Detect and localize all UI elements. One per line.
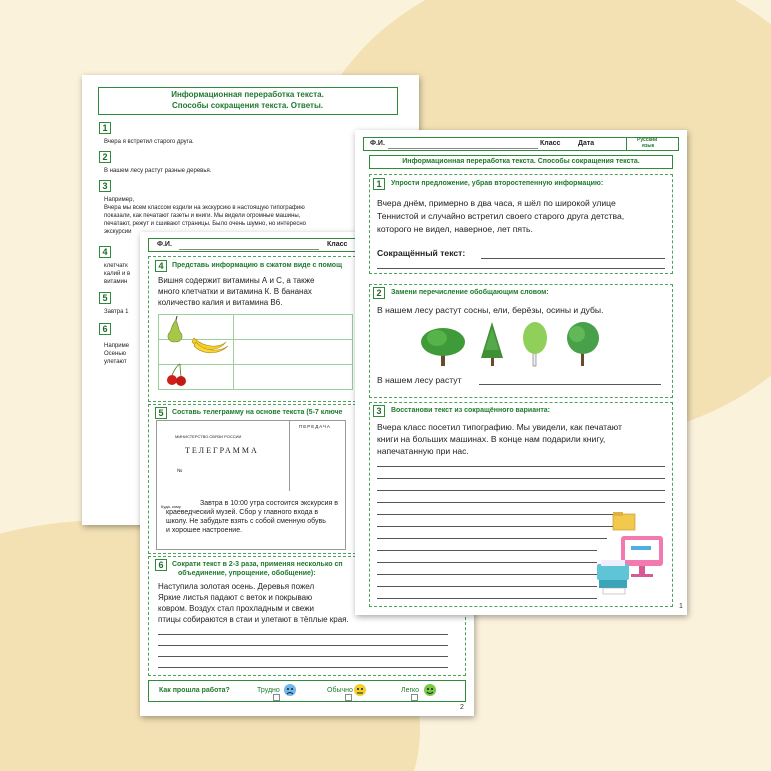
checkbox-hard[interactable]	[273, 694, 280, 701]
answer-line[interactable]	[481, 258, 665, 259]
answer-line[interactable]	[158, 645, 448, 646]
answer-line[interactable]	[377, 586, 597, 587]
task-3-title: Восстанови текст из сокращённого варианта:	[391, 407, 551, 414]
task-number: 5	[99, 292, 111, 304]
birch-tree-icon	[523, 322, 547, 366]
task-4-text: Вишня содержит витамины А и С, а также	[158, 276, 315, 285]
answers-header-line2: Способы сокращения текста. Ответы.	[171, 101, 324, 110]
answer-6-line: улетают	[104, 359, 127, 365]
pear-icon	[168, 316, 182, 342]
task-number: 6	[99, 323, 111, 335]
task-number: 5	[155, 407, 167, 419]
task-number: 2	[373, 287, 385, 299]
answer-line[interactable]	[377, 466, 665, 467]
task-4-text: количество калия и витамина В6.	[158, 298, 283, 307]
answers-header-line1: Информационная переработка текста.	[171, 90, 324, 99]
answer-line[interactable]	[377, 550, 597, 551]
task-3-text: книги на больших машинах. В конце нам подарили книгу,	[377, 434, 606, 444]
task-3-text: напечатанную при нас.	[377, 446, 469, 456]
name-class-date-bar	[363, 137, 679, 151]
neutral-face-icon	[353, 683, 367, 697]
table-cell[interactable]	[233, 364, 353, 390]
task-6-title: Сократи текст в 2-3 раза, применяя несколько сп	[172, 561, 343, 568]
telegram-address-label: Куда, кому	[161, 504, 181, 509]
task-number: 6	[155, 559, 167, 571]
answer-2: В нашем лесу растут разные деревья.	[104, 168, 212, 174]
task-number: 2	[99, 151, 111, 163]
answer-line[interactable]	[158, 634, 448, 635]
answer-3-line: экскурсии	[104, 229, 132, 235]
task-4-title: Представь информацию в сжатом виде с помощ	[172, 262, 342, 269]
answer-line[interactable]	[377, 538, 607, 539]
answer-line[interactable]	[377, 574, 597, 575]
answer-line[interactable]	[377, 268, 665, 269]
task-number: 1	[373, 178, 385, 190]
page-header	[369, 155, 673, 169]
class-label: Класс	[540, 140, 561, 147]
telegram-transfer: ПЕРЕДАЧА	[299, 424, 331, 429]
task-3-text: Вчера класс посетил типографию. Мы увидели, как печатают	[377, 422, 622, 432]
feedback-bar	[148, 680, 466, 702]
task-2-text: В нашем лесу растут сосны, ели, берёзы, осины и дубы.	[377, 305, 604, 315]
task-1-text: Вчера днём, примерно в два часа, я шёл по широкой улице	[377, 198, 616, 208]
subject-label: Русский	[637, 137, 658, 143]
feedback-easy: Легко	[401, 687, 420, 694]
name-field-line[interactable]	[388, 148, 538, 149]
task-5-title: Составь телеграмму на основе текста (5-7 ключе	[172, 409, 343, 416]
task-number: 4	[155, 260, 167, 272]
checkbox-easy[interactable]	[411, 694, 418, 701]
task-1-text: которого не видел, наверное, лет пять.	[377, 224, 533, 234]
task-number: 4	[99, 246, 111, 258]
task-number: 3	[99, 180, 111, 192]
task-6-text: птицы собираются в стаи и улетают в тёплые края.	[158, 615, 349, 624]
subject-cell	[626, 137, 678, 151]
task-6-text: Яркие листья падают с веток и покрываю	[158, 593, 313, 602]
telegram-text-line: школу. Не забудьте взять с собой сменную обувь	[166, 518, 326, 525]
answer-line[interactable]	[377, 490, 665, 491]
checkbox-normal[interactable]	[345, 694, 352, 701]
fruit-images	[162, 314, 232, 394]
answer-line[interactable]	[158, 667, 448, 668]
answer-3-line: Вчера мы всем классом ездили на экскурсию в настоящую типографию	[104, 205, 305, 211]
name-label: Ф.И.	[370, 140, 385, 147]
answer-line[interactable]	[377, 562, 597, 563]
task-6-text: Наступила золотая осень. Деревья пожел	[158, 582, 315, 591]
answer-3-line: Например,	[104, 197, 135, 203]
task-2-answer-prefix: В нашем лесу растут	[377, 375, 462, 385]
answer-6-line: Осенью	[104, 351, 126, 357]
page-number: 2	[460, 704, 464, 711]
telegram-text-line: Завтра в 10:00 утра состоится экскурсия в	[200, 500, 338, 507]
telegram-ministry: МИНИСТЕРСТВО СВЯЗИ РОССИИ	[175, 434, 242, 439]
name-field-line[interactable]	[179, 249, 319, 250]
answer-line[interactable]	[377, 598, 597, 599]
task-1-text: Теннистой и случайно встретил своего старого друга детства,	[377, 211, 625, 221]
worksheet-page-1	[355, 130, 687, 615]
class-label: Класс	[327, 241, 348, 248]
answer-line[interactable]	[377, 502, 665, 503]
telegram-text-line: краеведческий музей. Сбор у главного входа в	[166, 509, 319, 516]
answer-1: Вчера я встретил старого друга.	[104, 139, 194, 145]
date-label: Дата	[578, 140, 595, 147]
answer-line[interactable]	[377, 514, 617, 515]
task-number: 3	[373, 405, 385, 417]
answer-6-line: Наприме	[104, 343, 130, 349]
answer-line[interactable]	[377, 478, 665, 479]
answer-3-line: печатают, режут и сшивают страницы. Было очень шумно, но интересно	[104, 221, 306, 227]
spruce-tree-icon	[481, 322, 503, 366]
answer-5: Завтра 1	[104, 309, 129, 315]
table-cell[interactable]	[233, 339, 353, 365]
answer-4-line: калий и в	[104, 271, 131, 277]
feedback-hard: Трудно	[257, 687, 280, 694]
oak-tree-icon	[421, 328, 465, 366]
answer-line[interactable]	[479, 384, 661, 385]
answers-header	[98, 87, 398, 115]
task-2-title: Замени перечисление обобщающим словом:	[391, 289, 549, 296]
cherry-icon	[167, 364, 186, 386]
task-1-answer-label: Сокращённый текст:	[377, 248, 466, 258]
printer-illustration	[591, 510, 671, 602]
banana-icon	[192, 338, 228, 353]
task-number: 1	[99, 122, 111, 134]
answer-line[interactable]	[377, 526, 617, 527]
task-4-text: много клетчатки и витамина К. В бананах	[158, 287, 312, 296]
answer-4-line: клетчатк	[104, 263, 128, 269]
answer-3-line: показали, как печатают газеты и книги. Мы видели огромные машины,	[104, 213, 301, 219]
telegram-no: №	[177, 468, 183, 474]
happy-face-icon	[423, 683, 437, 697]
aspen-tree-icon	[567, 322, 599, 366]
page-number: 1	[679, 603, 683, 610]
table-cell[interactable]	[233, 314, 353, 340]
folder-icon	[613, 512, 635, 530]
answer-line[interactable]	[158, 656, 448, 657]
telegram-title: ТЕЛЕГРАММА	[185, 446, 259, 455]
telegram-text-line: и хорошее настроение.	[166, 527, 243, 534]
feedback-normal: Обычно	[327, 687, 353, 694]
task-6-title: объединение, упрощение, обобщение):	[178, 570, 316, 577]
trees-image	[415, 320, 615, 370]
sad-face-icon	[283, 683, 297, 697]
task-6-text: ковром. Воздух стал прохладным и свежи	[158, 604, 314, 613]
name-label: Ф.И.	[157, 241, 172, 248]
answer-4-line: витамин	[104, 279, 128, 285]
printer-icon	[597, 560, 629, 594]
page-header-title: Информационная переработка текста. Способы сокращения текста.	[402, 158, 640, 165]
subject-label: язык	[642, 143, 655, 149]
task-1-title: Упрости предложение, убрав второстепенную информацию:	[391, 180, 604, 187]
feedback-question: Как прошла работа?	[159, 687, 230, 694]
